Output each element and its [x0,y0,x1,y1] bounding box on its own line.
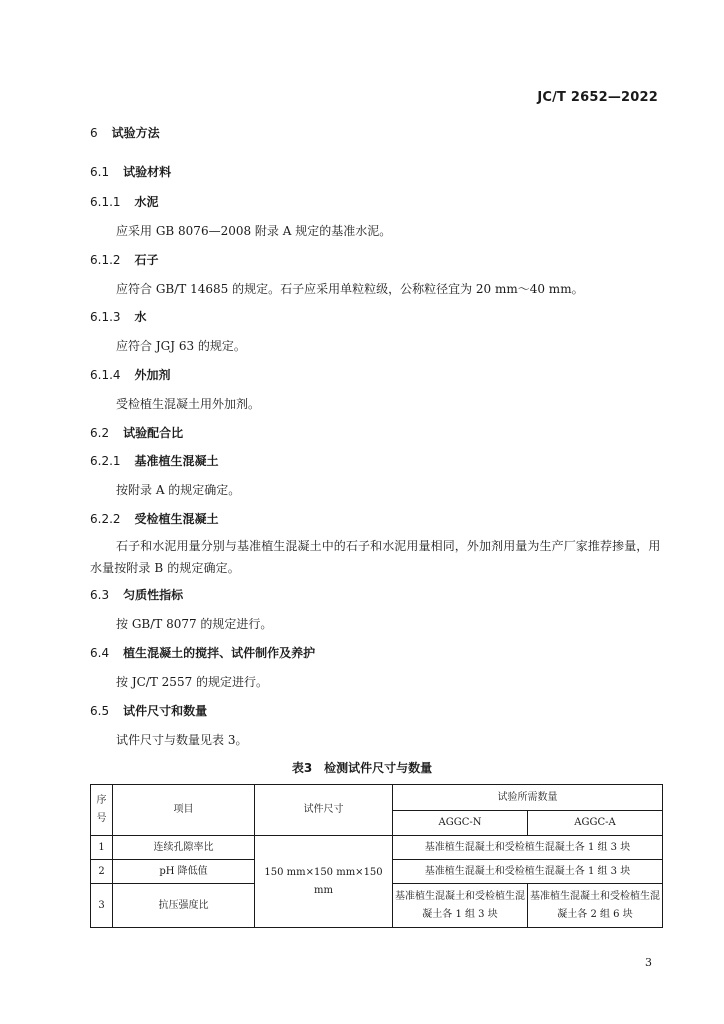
section-title: 试验配合比 [123,426,184,440]
section-heading-6-2-2 [90,510,219,527]
section-title: 试验材料 [123,165,172,179]
section-heading-6-4 [90,644,315,661]
row-quantity: 基准植生混凝土和受检植生混凝土各 1 组 3 块 [393,860,663,884]
section-number: 6.3 [90,588,110,602]
section-number: 6.2.1 [90,454,121,468]
standard-number: JC/T 2652—2022 [537,90,658,105]
section-heading-6-1-3 [90,308,147,325]
row-seq: 3 [91,884,113,928]
specimen-table [90,784,663,928]
section-heading-6-2-1 [90,452,219,469]
section-title: 外加剂 [134,368,171,382]
section-title: 试件尺寸和数量 [123,704,208,718]
section-title: 石子 [134,253,159,267]
section-number: 6.4 [90,646,110,660]
paragraph-6-5: 试件尺寸与数量见表 3。 [116,733,248,747]
section-number: 6.2.2 [90,512,121,526]
paragraph-6-1-2: 应符合 GB/T 14685 的规定。石子应采用单粒粒级，公称粒径宜为 20 mm～40 mm。 [116,282,584,296]
paragraph-6-3: 按 GB/T 8077 的规定进行。 [116,617,273,631]
header-item: 项目 [113,785,255,836]
row-seq: 2 [91,860,113,884]
paragraph-6-4: 按 JC/T 2557 的规定进行。 [116,675,269,689]
section-number: 6.5 [90,704,110,718]
table-caption: 表3 检测试件尺寸与数量 [291,761,433,775]
header-aggc-n: AGGC-N [393,811,528,836]
section-heading-6-1-4 [90,366,171,383]
header-required-quantity: 试验所需数量 [393,785,663,811]
paragraph-6-1-4: 受检植生混凝土用外加剂。 [116,397,261,411]
header-size: 试件尺寸 [255,785,393,836]
paragraph-6-1-3: 应符合 JGJ 63 的规定。 [116,339,246,353]
section-title: 基准植生混凝土 [134,454,219,468]
row-quantity-aggc-n: 基准植生混凝土和受检植生混凝土各 1 组 3 块 [393,884,528,928]
section-heading-6-1-1 [90,193,159,210]
row-item: 连续孔隙率比 [113,836,255,860]
paragraph-6-2-2: 石子和水泥用量分别与基准植生混凝土中的石子和水泥用量相同，外加剂用量为生产厂家推荐掺量，用水量按附录 B 的规定确定。 [90,539,661,575]
section-heading-6-1 [90,163,171,180]
header-seq: 序号 [91,785,113,836]
table-row [91,836,663,860]
paragraph-6-2-1: 按附录 A 的规定确定。 [116,483,241,497]
section-title: 受检植生混凝土 [134,512,219,526]
row-item: 抗压强度比 [113,884,255,928]
section-heading-6-5 [90,702,207,719]
section-number: 6.1.3 [90,310,121,324]
section-heading-6 [90,124,160,141]
section-title: 试验方法 [111,126,160,140]
paragraph-6-1-1: 应采用 GB 8076—2008 附录 A 规定的基准水泥。 [116,224,392,238]
section-title: 植生混凝土的搅拌、试件制作及养护 [123,646,316,660]
section-heading-6-2 [90,424,183,441]
row-seq: 1 [91,836,113,860]
specimen-size: 150 mm×150 mm×150 mm [255,836,393,928]
section-number: 6.1 [90,165,110,179]
row-quantity: 基准植生混凝土和受检植生混凝土各 1 组 3 块 [393,836,663,860]
section-number: 6.1.1 [90,195,121,209]
section-heading-6-1-2 [90,251,159,268]
row-quantity-aggc-a: 基准植生混凝土和受检植生混凝土各 2 组 6 块 [528,884,663,928]
row-item: pH 降低值 [113,860,255,884]
header-aggc-a: AGGC-A [528,811,663,836]
section-heading-6-3 [90,586,183,603]
section-number: 6.1.2 [90,253,121,267]
section-number: 6 [90,126,98,140]
section-number: 6.2 [90,426,110,440]
page-number: 3 [645,956,652,969]
section-title: 水泥 [134,195,159,209]
section-title: 水 [134,310,147,324]
section-title: 匀质性指标 [123,588,184,602]
section-number: 6.1.4 [90,368,121,382]
